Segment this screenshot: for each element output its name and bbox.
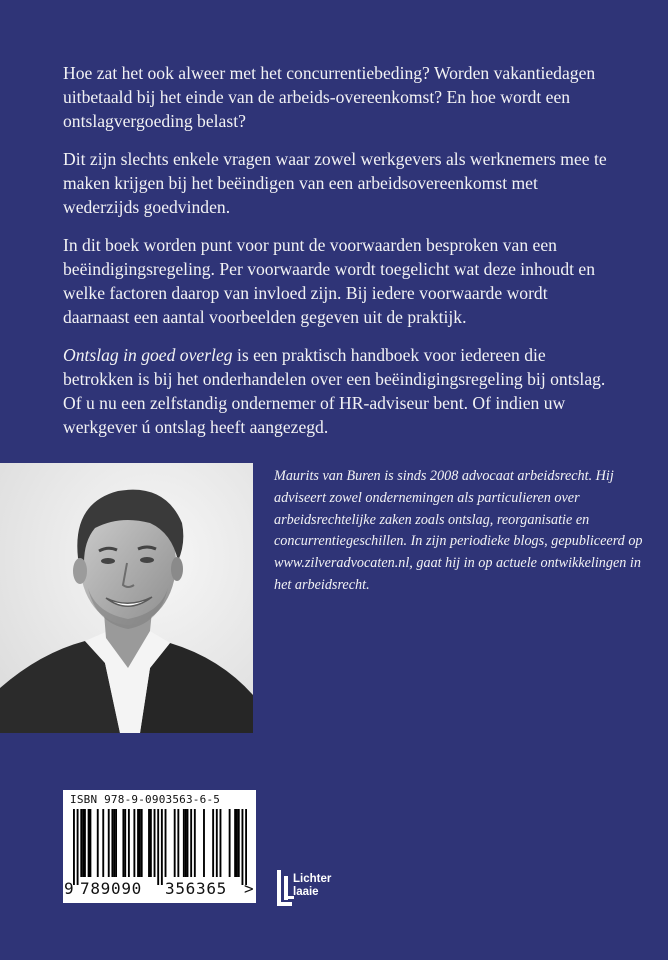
barcode-bar <box>234 809 236 877</box>
barcode-bar <box>154 809 156 877</box>
publisher-logo-icon <box>275 868 295 910</box>
barcode-bar <box>88 809 90 877</box>
barcode-bar <box>212 809 214 877</box>
author-photo <box>0 463 253 733</box>
blurb-paragraph-3: In dit boek worden punt voor punt de voorwaarden besproken van een beëindigingsregeling. Per voorwaarde wordt toegelicht wat deze inhoudt en welke factoren daarop van invloed zijn. Bij iedere voorwaarde wordt daarnaast een aantal voorbeelden gegeven uit de praktijk. <box>63 235 596 327</box>
barcode-bar <box>124 809 126 877</box>
barcode-bars <box>73 809 247 885</box>
barcode-digit-group-2: 356365 <box>165 879 227 898</box>
blurb-paragraph-1: Hoe zat het ook alweer met het concurrentiebeding? Worden vakantiedagen uitbetaald bij het einde van de arbeids-overeenkomst? En hoe wordt een ontslagvergoeding belast? <box>63 63 596 131</box>
blurb-paragraph-2: Dit zijn slechts enkele vragen waar zowel werkgevers als werknemers mee te maken krijgen bij het beëindigen van een arbeidsovereenkomst met wederzijds goedvinden. <box>63 149 607 217</box>
isbn-barcode <box>63 790 256 903</box>
barcode-bar <box>177 809 179 877</box>
barcode-bar <box>220 809 222 877</box>
barcode-bar <box>82 809 84 877</box>
author-bio: Maurits van Buren is sinds 2008 advocaat arbeidsrecht. Hij adviseert zowel ondernemingen als particulieren over arbeidsrechtelijke zaken zoals ontslag, reorganisatie en concurrentiegeschillen. In zijn periodieke blogs, gepubliceerd op www.zilveradvocaten.nl, gaat hij in op actuele ontwikkelingen in het arbeidsrecht. <box>274 468 643 593</box>
barcode-bar <box>203 809 205 877</box>
barcode-bar <box>165 809 167 877</box>
barcode-bar <box>137 809 139 877</box>
barcode-bar <box>190 809 192 877</box>
barcode-bar <box>157 809 159 885</box>
barcode-bar <box>133 809 135 877</box>
barcode-bar <box>111 809 113 877</box>
barcode-bar <box>115 809 117 877</box>
barcode-bar <box>77 809 79 885</box>
barcode-bar <box>128 809 130 877</box>
barcode-digit-first: 9 <box>64 879 74 898</box>
publisher-name <box>293 873 331 899</box>
publisher-name-line-2: laaie <box>293 886 319 898</box>
barcode-bar <box>97 809 99 877</box>
barcode-bar <box>238 809 240 877</box>
barcode-bar <box>245 809 247 885</box>
barcode-bar <box>148 809 150 877</box>
barcode-bar <box>242 809 244 885</box>
barcode-bar <box>122 809 124 877</box>
barcode-bar <box>187 809 189 877</box>
blurb-paragraph-4-text: is een praktisch handboek voor iedereen die betrokken is bij het onderhandelen over een beëindigingsregeling bij ontslag. Of u nu een zelfstandig ondernemer of HR-adviseur bent. Of indien uw werkgever ú ontslag heeft aangezegd. <box>63 345 606 437</box>
barcode-bar <box>216 809 218 877</box>
barcode-bar <box>108 809 110 877</box>
barcode-bar <box>161 809 163 885</box>
barcode-bar <box>229 809 231 877</box>
barcode-bar <box>183 809 185 877</box>
blurb-text <box>63 61 613 453</box>
barcode-bar <box>236 809 238 877</box>
barcode-bar <box>84 809 86 877</box>
blurb-paragraph-4 <box>63 343 613 439</box>
publisher-logo <box>275 868 395 910</box>
barcode-bar <box>113 809 115 877</box>
barcode-bar <box>150 809 152 877</box>
barcode-bar <box>80 809 82 877</box>
barcode-bar <box>141 809 143 877</box>
barcode-bar <box>194 809 196 877</box>
publisher-name-line-1: Lichter <box>293 873 332 885</box>
barcode-bar <box>73 809 75 885</box>
barcode-bar <box>139 809 141 877</box>
barcode-bar <box>102 809 104 877</box>
barcode-digit-group-1: 789090 <box>80 879 142 898</box>
barcode-bar <box>89 809 91 877</box>
barcode-bar <box>174 809 176 877</box>
isbn-label: ISBN 978-9-0903563-6-5 <box>70 793 221 806</box>
barcode-bar <box>185 809 187 877</box>
barcode-quiet-zone-arrow: > <box>244 879 254 898</box>
book-title: Ontslag in goed overleg <box>63 345 233 365</box>
